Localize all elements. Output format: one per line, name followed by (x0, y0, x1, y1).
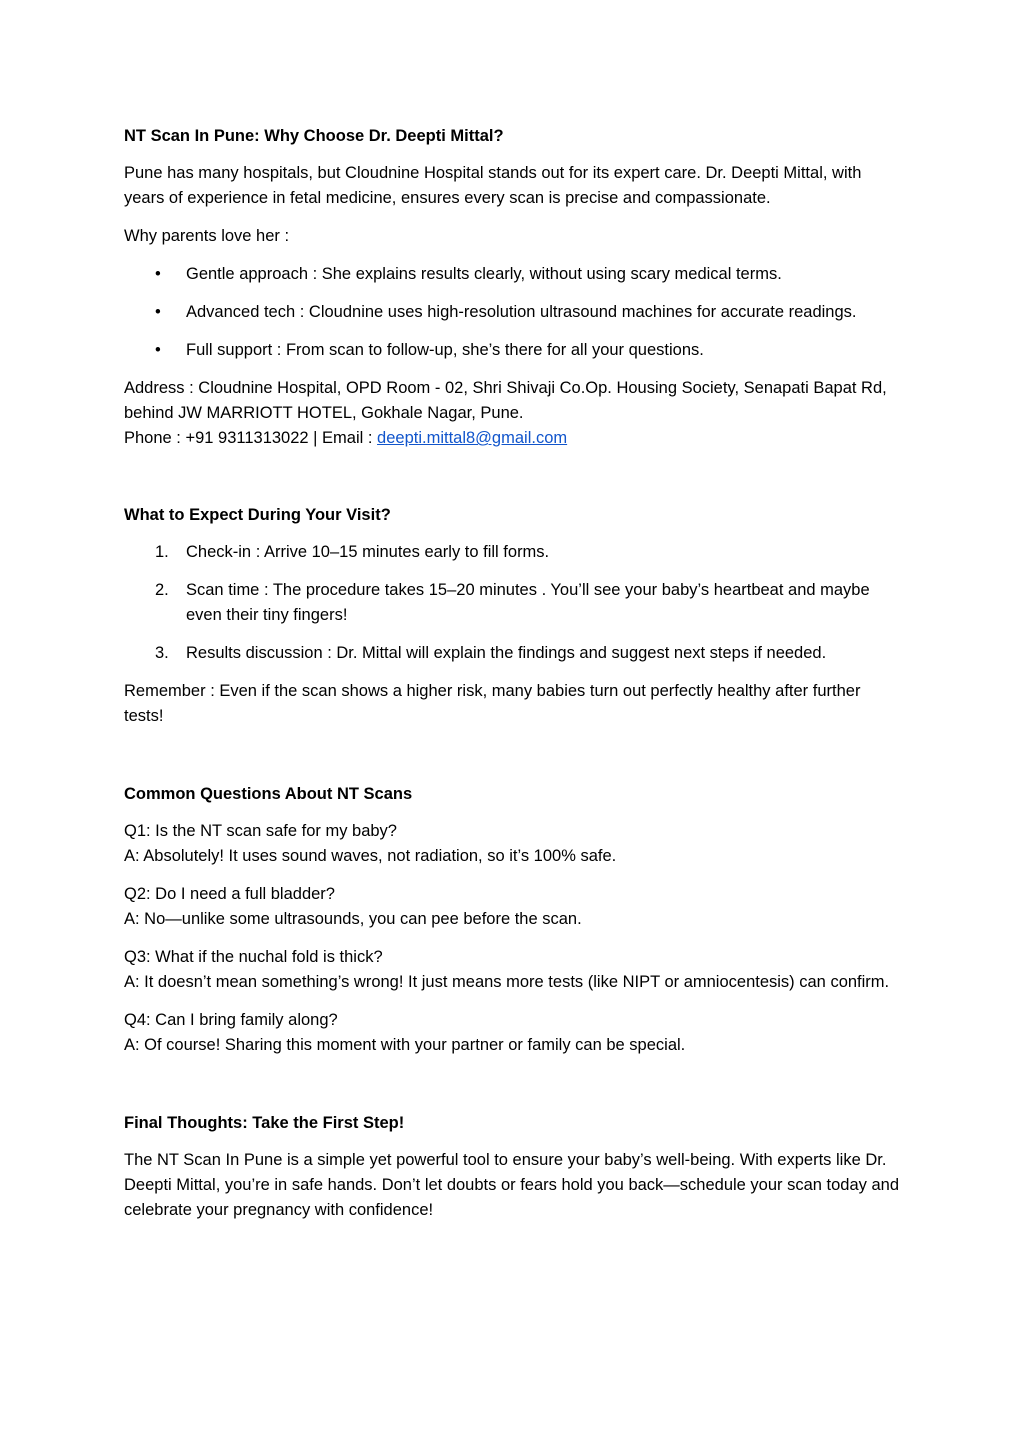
bullet-icon: • (155, 341, 161, 359)
faq-item (124, 819, 904, 869)
step-number: 1. (155, 543, 169, 561)
step-text: Results discussion : Dr. Mittal will explain the findings and suggest next steps if needed. (186, 644, 827, 662)
faq-question: Q1: Is the NT scan safe for my baby? (124, 822, 397, 840)
reasons-list (124, 262, 904, 363)
faq-answer: A: It doesn’t mean something’s wrong! It just means more tests (like NIPT or amniocentesis) can confirm. (124, 973, 890, 991)
faq-item (124, 1008, 904, 1058)
section-heading-final-thoughts: Final Thoughts: Take the First Step! (124, 1114, 405, 1132)
spacer (124, 729, 904, 782)
address-text: Address : Cloudnine Hospital, OPD Room - 02, Shri Shivaji Co.Op. Housing Society, Senapati Bapat Rd, behind JW MARRIOTT HOTEL, Gokhale Nagar, Pune. (124, 379, 887, 422)
step-number: 3. (155, 644, 169, 662)
faq-question: Q3: What if the nuchal fold is thick? (124, 948, 383, 966)
list-item (124, 540, 904, 565)
list-item (124, 641, 904, 666)
spacer (124, 451, 904, 503)
final-paragraph: The NT Scan In Pune is a simple yet powerful tool to ensure your baby’s well-being. With experts like Dr. Deepti Mittal, you’re in safe hands. Don’t let doubts or fears hold you back—schedule your scan today and celebrate your pregnancy with confidence! (124, 1151, 900, 1219)
list-item-text: Gentle approach : She explains results clearly, without using scary medical terms. (186, 265, 782, 283)
list-item-text: Advanced tech : Cloudnine uses high-resolution ultrasound machines for accurate readings. (186, 303, 857, 321)
list-item (124, 338, 904, 363)
section-heading-why-choose: NT Scan In Pune: Why Choose Dr. Deepti Mittal? (124, 127, 504, 145)
list-item (124, 262, 904, 287)
faq-question: Q4: Can I bring family along? (124, 1011, 338, 1029)
list-item-text: Full support : From scan to follow-up, she’s there for all your questions. (186, 341, 704, 359)
step-text: Scan time : The procedure takes 15–20 minutes . You’ll see your baby’s heartbeat and maybe even their tiny fingers! (186, 581, 870, 624)
remember-note: Remember : Even if the scan shows a higher risk, many babies turn out perfectly healthy after further tests! (124, 682, 861, 725)
faq-answer: A: Absolutely! It uses sound waves, not radiation, so it’s 100% safe. (124, 847, 617, 865)
section-heading-common-questions: Common Questions About NT Scans (124, 785, 413, 803)
step-number: 2. (155, 581, 169, 599)
faq-question: Q2: Do I need a full bladder? (124, 885, 335, 903)
list-item (124, 300, 904, 325)
section-heading-what-to-expect: What to Expect During Your Visit? (124, 506, 391, 524)
faq-answer: A: Of course! Sharing this moment with your partner or family can be special. (124, 1036, 686, 1054)
faq-item (124, 945, 904, 995)
email-link[interactable]: deepti.mittal8@gmail.com (377, 429, 568, 447)
phone-text: Phone : +91 9311313022 | Email : (124, 429, 378, 447)
faq-answer: A: No—unlike some ultrasounds, you can pee before the scan. (124, 910, 582, 928)
list-item (124, 578, 904, 628)
why-parents-love-label: Why parents love her : (124, 227, 290, 245)
document-body (124, 124, 904, 1236)
contact-block (124, 376, 904, 451)
spacer (124, 1058, 904, 1111)
step-text: Check-in : Arrive 10–15 minutes early to fill forms. (186, 543, 550, 561)
intro-paragraph: Pune has many hospitals, but Cloudnine Hospital stands out for its expert care. Dr. Deepti Mittal, with years of experience in fetal medicine, ensures every scan is precise and compassionate. (124, 164, 862, 207)
bullet-icon: • (155, 303, 161, 321)
bullet-icon: • (155, 265, 161, 283)
visit-steps-list (124, 540, 904, 666)
faq-item (124, 882, 904, 932)
